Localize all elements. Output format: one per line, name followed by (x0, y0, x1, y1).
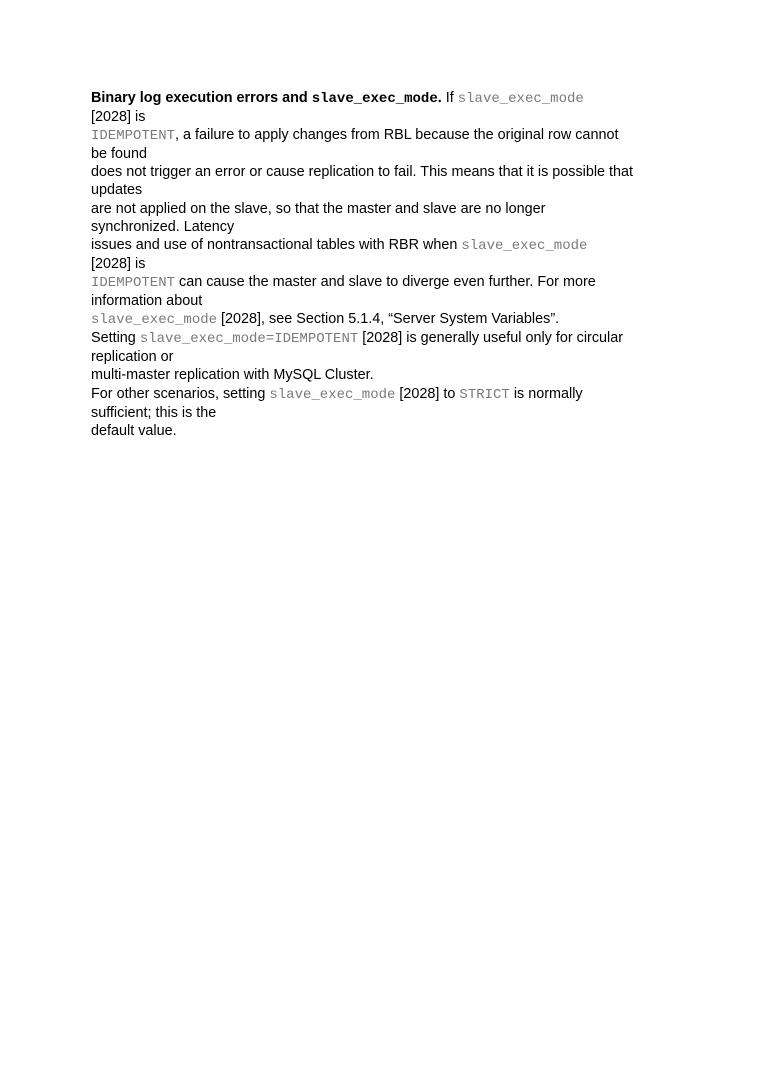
inline-code: STRICT (459, 386, 510, 403)
text-run: can cause the master and slave to diverge even further. For more (175, 273, 596, 290)
text-run: [2028] is generally useful only for circular (358, 330, 624, 347)
inline-code: IDEMPOTENT (91, 128, 176, 145)
text-run: updates (91, 182, 143, 199)
text-line (91, 145, 676, 163)
text-line (91, 385, 676, 404)
text-run: If (441, 90, 458, 106)
text-run: does not trigger an error or cause replication to fail. This means that it is possible that (91, 164, 634, 181)
text-line (91, 310, 676, 329)
text-line (91, 348, 676, 366)
text-run: issues and use of nontransactional tables with RBR when (91, 236, 462, 253)
inline-code: slave_exec_mode (461, 237, 588, 254)
text-run: default value. (91, 422, 177, 439)
text-run: replication or (91, 349, 174, 366)
text-run: [2028] is (91, 255, 146, 272)
text-run: [2028], see Section 5.1.4, “Server System Variables”. (217, 311, 560, 328)
text-run: . (437, 90, 442, 106)
text-line (91, 422, 676, 440)
text-line (91, 404, 676, 422)
text-run: [2028] is (91, 109, 146, 126)
text-line (91, 255, 676, 273)
inline-code: slave_exec_mode (311, 91, 438, 107)
text-run: multi-master replication with MySQL Cluster. (91, 367, 374, 384)
text-line (91, 200, 676, 218)
text-run: Setting (91, 330, 140, 347)
text-run: , a failure to apply changes from RBL because the original row cannot (175, 127, 619, 144)
text-line (91, 181, 676, 199)
text-run: Binary log execution errors and (91, 90, 312, 106)
text-run: [2028] to (395, 385, 460, 402)
text-line (91, 292, 676, 310)
text-line (91, 329, 676, 348)
inline-code: slave_exec_mode (457, 91, 584, 107)
text-run: are not applied on the slave, so that the master and slave are no longer (91, 200, 546, 217)
inline-code: slave_exec_mode (269, 386, 396, 403)
text-line (91, 273, 676, 292)
text-line (91, 236, 676, 255)
text-line (91, 126, 676, 145)
inline-code: slave_exec_mode=IDEMPOTENT (139, 331, 359, 348)
text-run: sufficient; this is the (91, 404, 217, 421)
body-paragraph (91, 89, 676, 440)
text-run: synchronized. Latency (91, 218, 235, 235)
text-line (91, 108, 676, 126)
text-run: be found (91, 146, 148, 163)
inline-code: IDEMPOTENT (91, 274, 176, 291)
text-run: information about (91, 293, 203, 310)
text-line (91, 366, 676, 384)
text-line (91, 163, 676, 181)
text-run: is normally (509, 385, 583, 402)
text-line (91, 89, 676, 108)
text-run: For other scenarios, setting (91, 385, 270, 402)
inline-code: slave_exec_mode (91, 312, 218, 329)
text-line (91, 218, 676, 236)
